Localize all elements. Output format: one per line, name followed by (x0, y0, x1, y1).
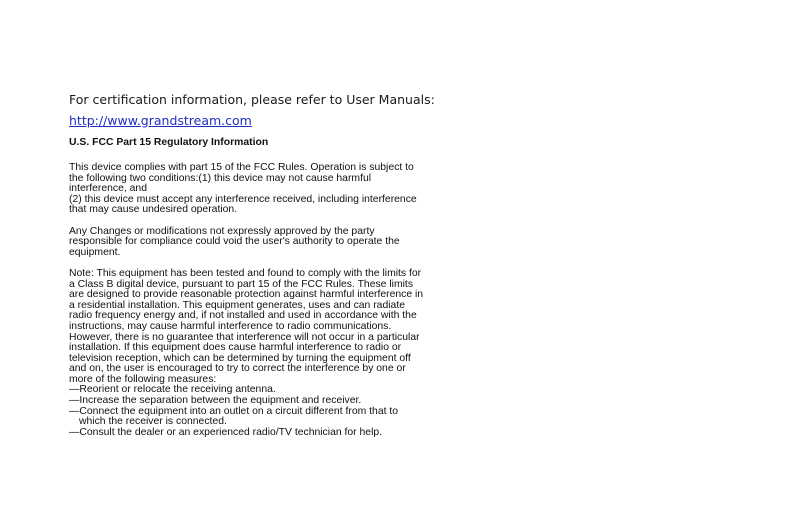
grandstream-link[interactable]: http://www.grandstream.com (69, 113, 252, 128)
list-item-continuation: which the receiver is connected. (79, 416, 227, 428)
paragraph-line: This device complies with part 15 of the FCC Rules. Operation is subject to (69, 162, 414, 173)
list-item: —Consult the dealer or an experienced radio/TV technician for help. (69, 426, 383, 438)
paragraph-line: (2) this device must accept any interference received, including interference (69, 193, 417, 205)
list-item: —Increase the separation between the equipment and receiver. (69, 395, 362, 407)
paragraph-line: responsible for compliance could void the user's authority to operate the (69, 236, 400, 248)
fcc-heading: U.S. FCC Part 15 Regulatory Information (69, 137, 269, 148)
paragraph-line: interference, and (69, 183, 147, 195)
modifications-paragraph (69, 227, 399, 259)
paragraph-line: instructions, may cause harmful interference to radio communications. (69, 320, 392, 332)
paragraph-line: a residential installation. This equipment generates, uses and can radiate (69, 299, 405, 311)
paragraph-line: and on, the user is encouraged to try to correct the interference by one or (69, 363, 406, 375)
list-item (69, 407, 399, 428)
paragraph-line: more of the following measures: (69, 373, 217, 385)
paragraph-line: a Class B digital device, pursuant to part 15 of the FCC Rules. These limits (69, 278, 414, 290)
paragraph-line: However, there is no guarantee that interference will not occur in a particular (69, 331, 420, 343)
paragraph-line: installation. If this equipment does cause harmful interference to radio or (69, 342, 402, 354)
note-paragraph (69, 267, 424, 439)
certification-intro: For certification information, please refer to User Manuals: (69, 92, 435, 107)
paragraph-line: that may cause undesired operation. (69, 204, 238, 216)
compliance-paragraph (69, 162, 417, 216)
paragraph-line: television reception, which can be determined by turning the equipment off (69, 352, 411, 364)
paragraph-line: Any Changes or modifications not expressly approved by the party (69, 225, 375, 237)
fcc-section (69, 137, 424, 438)
list-item: —Reorient or relocate the receiving antenna. (69, 384, 276, 396)
measures-list (69, 385, 399, 438)
list-item-line: —Connect the equipment into an outlet on a circuit different from that to (69, 405, 399, 417)
paragraph-line: Note: This equipment has been tested and found to comply with the limits for (69, 267, 422, 279)
paragraph-line: radio frequency energy and, if not installed and used in accordance with the (69, 310, 417, 322)
paragraph-line: are designed to provide reasonable protection against harmful interference in (69, 289, 424, 301)
paragraph-line: the following two conditions:(1) this device may not cause harmful (69, 172, 372, 184)
paragraph-line: equipment. (69, 246, 121, 258)
